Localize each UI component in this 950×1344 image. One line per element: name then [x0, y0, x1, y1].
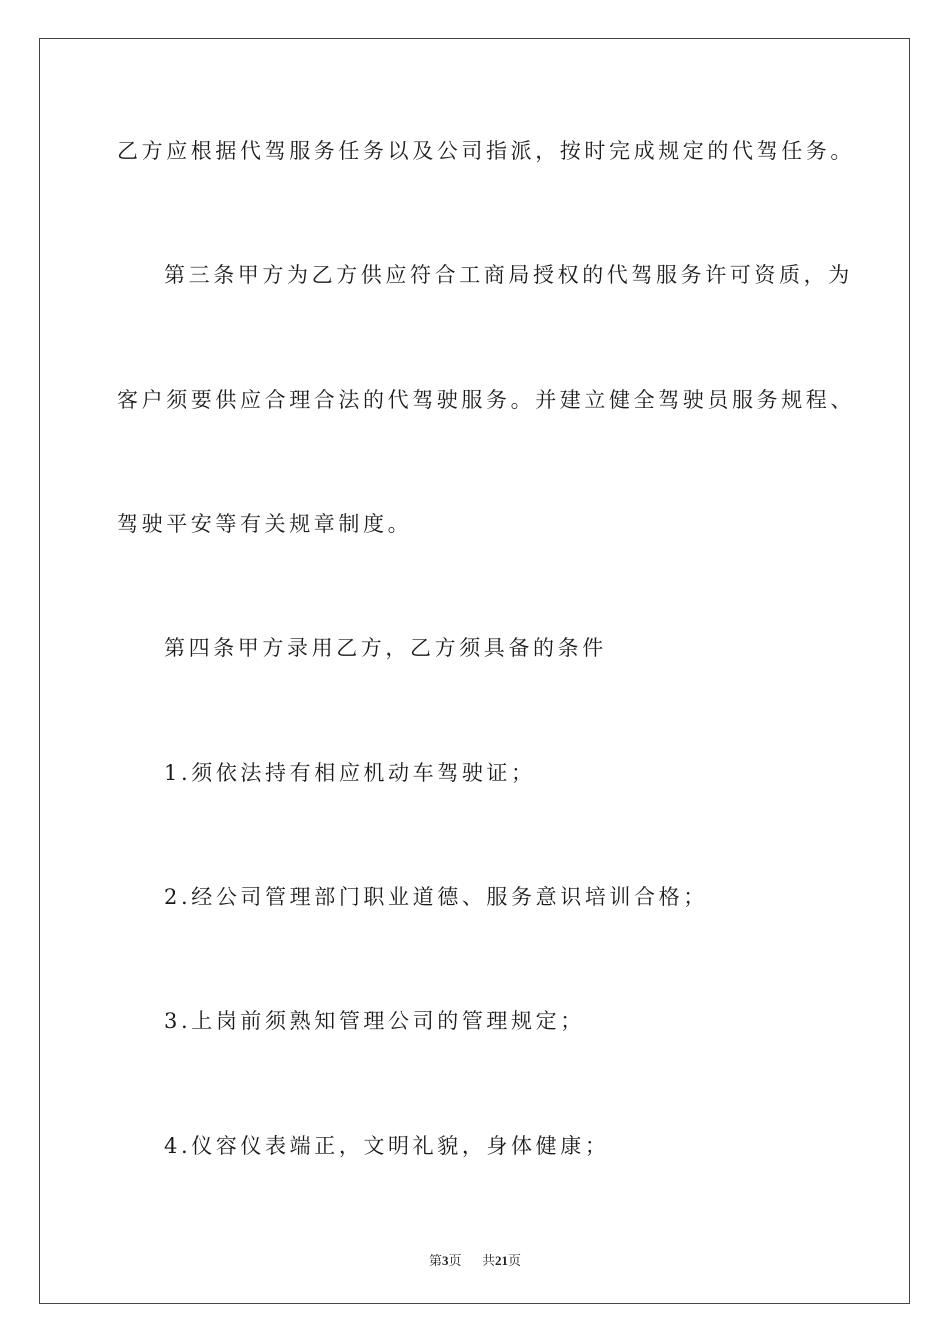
body-line-1: 乙方应根据代驾服务任务以及公司指派，按时完成规定的代驾任务。: [117, 139, 855, 163]
article-4-heading: 第四条甲方录用乙方，乙方须具备的条件: [164, 636, 607, 660]
condition-item-2: 2.经公司管理部门职业道德、服务意识培训合格；: [164, 885, 708, 909]
page-footer: [0, 1250, 950, 1269]
body-line-3: 客户须要供应合理合法的代驾驶服务。并建立健全驾驶员服务规程、: [117, 388, 855, 412]
condition-item-4: 4.仪容仪表端正，文明礼貌，身体健康；: [164, 1134, 610, 1158]
total-prefix: 共: [482, 1253, 496, 1268]
page-border: [39, 38, 910, 1304]
page-suffix: 页: [448, 1253, 462, 1268]
page-prefix: 第: [428, 1253, 442, 1268]
condition-item-1: 1.须依法持有相应机动车驾驶证；: [164, 761, 536, 785]
page-number: 3: [441, 1253, 449, 1268]
body-line-4: 驾驶平安等有关规章制度。: [117, 512, 413, 536]
total-pages: 21: [495, 1253, 509, 1268]
total-suffix: 页: [508, 1253, 522, 1268]
condition-item-3: 3.上岗前须熟知管理公司的管理规定；: [164, 1009, 585, 1033]
body-line-2: 第三条甲方为乙方供应符合工商局授权的代驾服务许可资质，为: [164, 263, 853, 287]
